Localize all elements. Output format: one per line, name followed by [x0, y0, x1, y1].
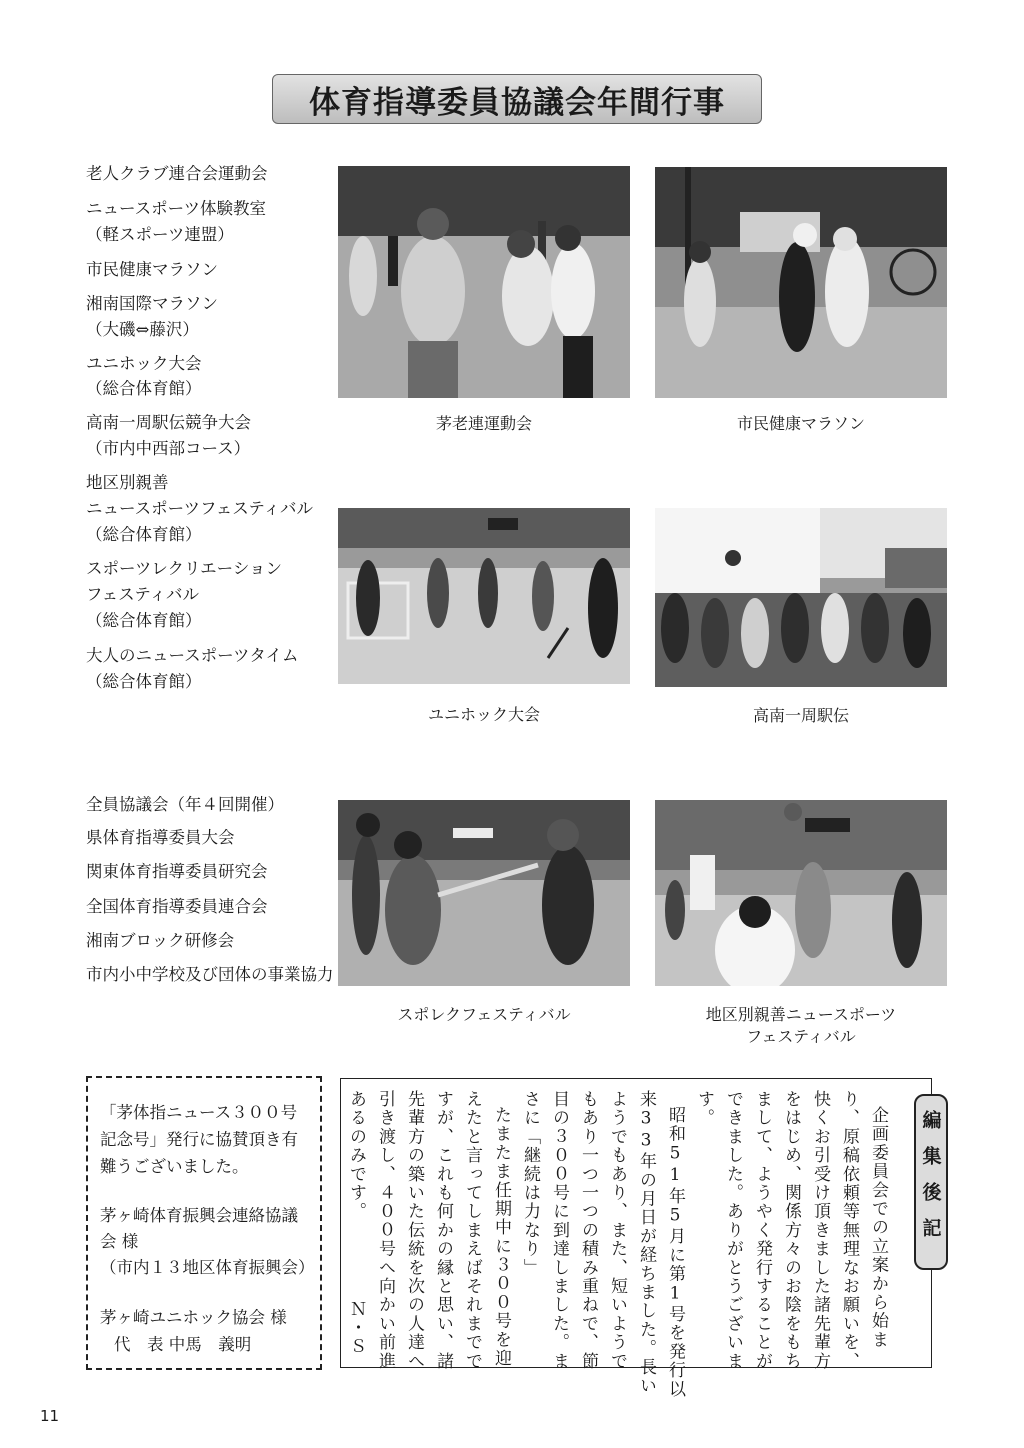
event-item: （大磯⇔藤沢） — [86, 320, 199, 339]
event-item: 湘南国際マラソン — [86, 294, 218, 313]
note-column: たまたま任期中に３００号を迎 — [491, 1106, 511, 1368]
note-column: 先輩方の築いた伝統を次の人達へ — [404, 1090, 424, 1371]
thanks-line: 難うございました。 — [100, 1157, 249, 1176]
event-item: 老人クラブ連合会運動会 — [86, 164, 268, 183]
note-column: あるのみです。 — [346, 1090, 366, 1221]
note-column: ようでもあり、また、短いようで — [607, 1090, 627, 1371]
event-item: 湘南ブロック研修会 — [86, 931, 235, 950]
note-column: まして、ようやく発行することが — [752, 1090, 772, 1371]
note-column: 快くお引受け頂きました諸先輩方 — [810, 1090, 830, 1371]
editors-note-tag-label: 編集後記 — [919, 1110, 942, 1254]
photo-caption: 高南一周駅伝 — [752, 706, 849, 725]
page-number: 11 — [40, 1407, 60, 1425]
thanks-line: 「茅体指ニュース３００号 — [100, 1103, 298, 1122]
photo-sports-recreation-festival — [338, 800, 630, 986]
event-item: （総合体育館） — [86, 672, 202, 691]
note-column: 引き渡し、４００号へ向かい前進 — [375, 1090, 395, 1371]
photo-caption-line: フェスティバル — [746, 1027, 856, 1046]
thanks-line: 茅ヶ崎体育振興会連絡協議 — [100, 1206, 298, 1225]
event-item: ニュースポーツ体験教室 — [86, 199, 267, 218]
note-column: す。 — [694, 1090, 714, 1128]
event-item: 関東体育指導委員研究会 — [86, 862, 268, 881]
note-signature: Ｎ・Ｓ — [346, 1300, 366, 1357]
note-column: できました。ありがとうございま — [723, 1090, 743, 1371]
event-item: （総合体育館） — [86, 379, 202, 398]
photo-caption: 茅老連運動会 — [435, 414, 532, 433]
event-item: 大人のニュースポーツタイム — [86, 646, 299, 665]
note-column: り、原稿依頼等無理なお願いを、 — [839, 1090, 859, 1371]
thanks-line: 記念号」発行に協賛頂き有 — [100, 1130, 298, 1149]
event-item: 市民健康マラソン — [86, 260, 218, 279]
photo-citizens-marathon — [655, 167, 947, 398]
thanks-line: （市内１３地区体育振興会） — [100, 1258, 315, 1277]
event-item: ユニホック大会 — [86, 354, 202, 373]
event-item: 全員協議会（年４回開催） — [86, 795, 284, 814]
event-item: （市内中西部コース） — [86, 439, 251, 458]
note-column: 目の３００号に到達しました。ま — [549, 1090, 569, 1371]
sponsor-thanks-box — [86, 1076, 322, 1370]
event-item: スポーツレクリエーション — [86, 559, 283, 578]
note-column: さに「継続は力なり」 — [520, 1090, 540, 1277]
event-item: フェスティバル — [86, 585, 200, 604]
event-item: 県体育指導委員大会 — [86, 828, 235, 847]
event-item: 市内小中学校及び団体の事業協力 — [86, 965, 334, 984]
note-column: えたと言ってしまえばそれまでで — [462, 1090, 482, 1371]
note-column: 来33年の月日が経ちました。長い — [636, 1090, 656, 1396]
event-item: 全国体育指導委員連合会 — [86, 897, 268, 916]
photo-konan-ekiden — [655, 508, 947, 687]
page-title: 体育指導委員協議会年間行事 — [309, 84, 725, 121]
thanks-line: 代 表 中馬 義明 — [114, 1335, 252, 1354]
note-column: 昭和51年5月に第1号を発行以 — [665, 1106, 685, 1399]
event-item: 地区別親善 — [86, 473, 169, 492]
event-item: ニュースポーツフェスティバル — [86, 499, 314, 518]
photo-caption: 市民健康マラソン — [736, 414, 865, 433]
page-title-banner — [272, 74, 762, 124]
photo-caption — [655, 1004, 947, 1048]
photo-caption: スポレクフェスティバル — [397, 1005, 571, 1024]
editors-note-tag — [914, 1094, 948, 1270]
event-item: （総合体育館） — [86, 611, 202, 630]
photo-district-newsports-festival — [655, 800, 947, 986]
event-item: 高南一周駅伝競争大会 — [86, 413, 251, 432]
photo-caption-line: 地区別親善ニュースポーツ — [705, 1005, 897, 1024]
note-column: をはじめ、関係方々のお陰をもち — [781, 1090, 801, 1371]
note-column: もあり一つ一つの積み重ねで、節 — [578, 1090, 598, 1371]
thanks-line: 会 様 — [100, 1232, 139, 1251]
photo-unihoc-tournament — [338, 508, 630, 684]
note-column: すが、これも何かの縁と思い、諸 — [433, 1090, 453, 1371]
thanks-line: 茅ヶ崎ユニホック協会 様 — [100, 1308, 287, 1327]
note-column: 企画委員会での立案から始ま — [868, 1106, 888, 1350]
photo-caption: ユニホック大会 — [427, 705, 540, 724]
event-item: （総合体育館） — [86, 525, 202, 544]
photo-elderly-sports-day — [338, 166, 630, 398]
event-item: （軽スポーツ連盟） — [86, 225, 234, 244]
